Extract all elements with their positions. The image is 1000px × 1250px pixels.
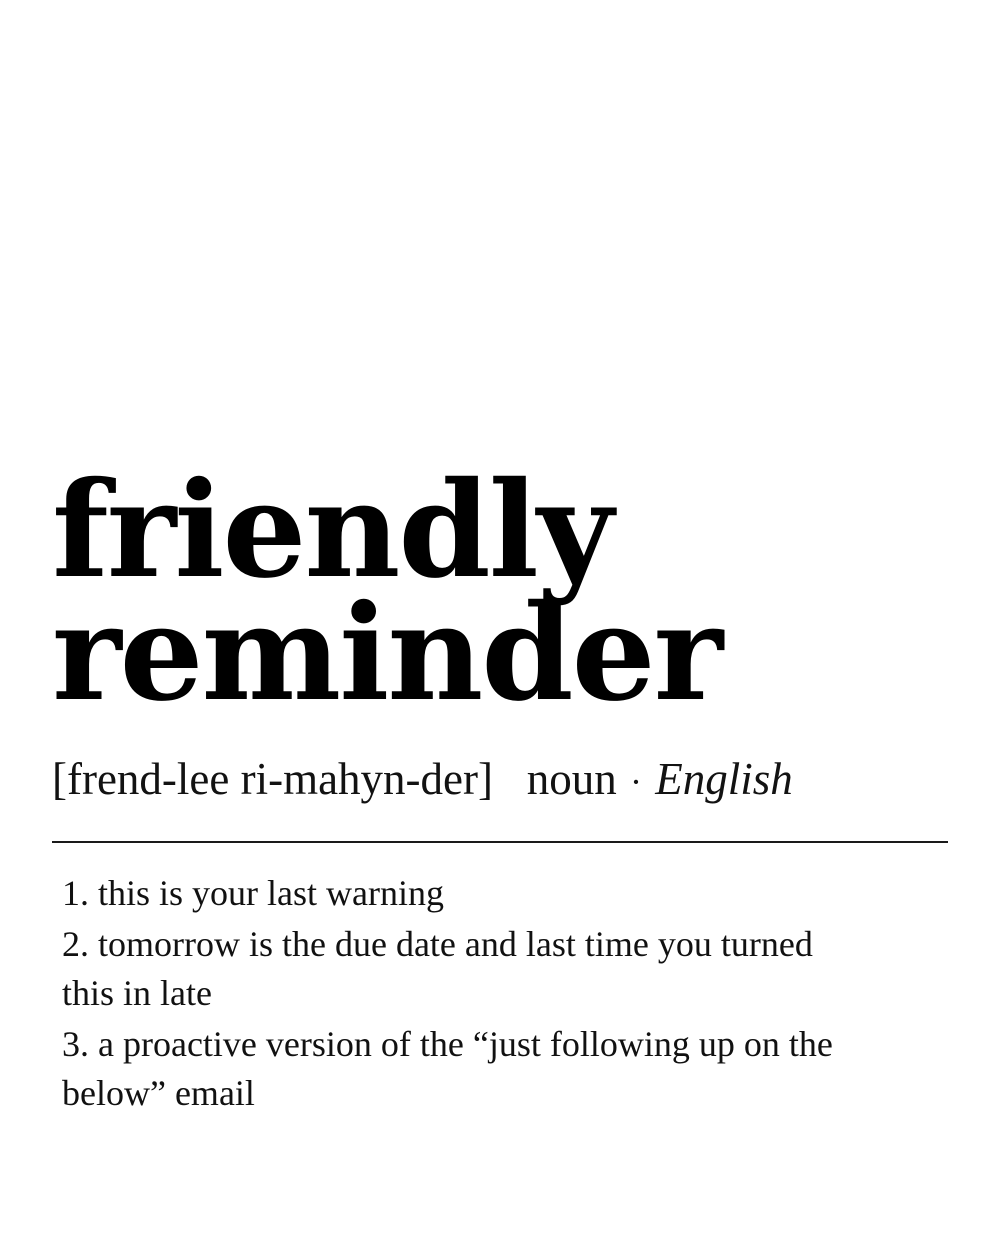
list-item: 2. tomorrow is the due date and last time you turned this in late: [62, 924, 813, 1014]
language-label: English: [655, 753, 793, 804]
definition-list: [52, 869, 948, 1120]
phonetic-spelling: [frend-lee ri-mahyn-der]: [52, 753, 493, 804]
list-item: 1. this is your last warning: [62, 873, 444, 914]
horizontal-divider: [52, 841, 948, 843]
headline-line-1: friendly: [52, 453, 612, 608]
pronunciation-line: [52, 754, 948, 806]
part-of-speech: noun: [526, 753, 617, 804]
headline-line-2: reminder: [52, 575, 722, 731]
list-item: 3. a proactive version of the “just following up on the below” email: [62, 1024, 833, 1114]
top-whitespace: [52, 0, 948, 470]
page-title: [52, 453, 948, 731]
separator-dot: ·: [630, 762, 642, 803]
